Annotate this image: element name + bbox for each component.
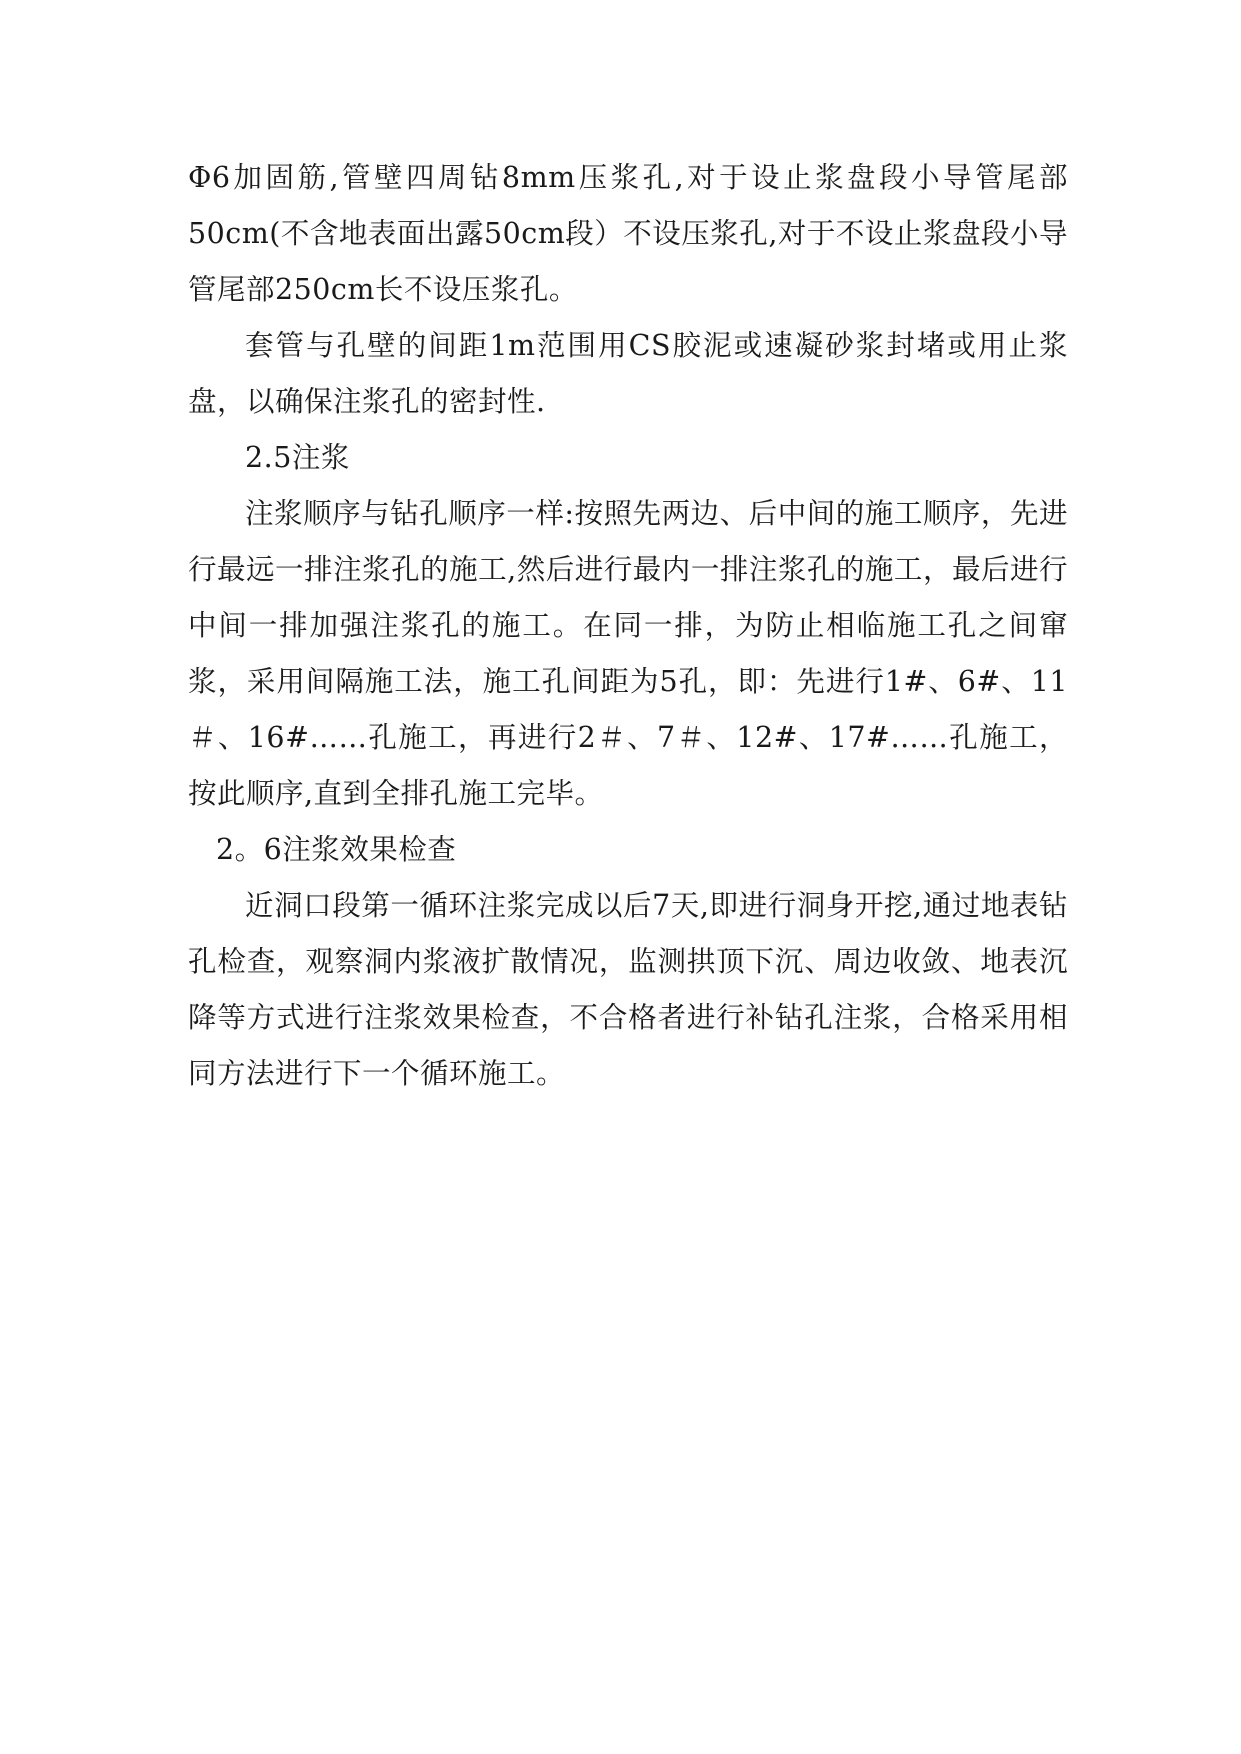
document-body — [188, 150, 1068, 1102]
paragraph-grouting-sequence: 注浆顺序与钻孔顺序一样:按照先两边、后中间的施工顺序，先进行最远一排注浆孔的施工,然后进行最内一排注浆孔的施工，最后进行中间一排加强注浆孔的施工。在同一排，为防止相临施工孔之间窜浆，采用间隔施工法，施工孔间距为5孔，即：先进行1#、6#、11＃、16#……孔施工，再进行2＃、7＃、12#、17#……孔施工，按此顺序,直到全排孔施工完毕。 — [188, 497, 1068, 810]
paragraph-casing-seal: 套管与孔壁的间距1m范围用CS胶泥或速凝砂浆封堵或用止浆盘，以确保注浆孔的密封性. — [188, 329, 1068, 418]
section-heading-2-5: 2.5注浆 — [245, 441, 350, 474]
paragraph-grouting-inspection: 近洞口段第一循环注浆完成以后7天,即进行洞身开挖,通过地表钻孔检查，观察洞内浆液扩散情况，监测拱顶下沉、周边收敛、地表沉降等方式进行注浆效果检查，不合格者进行补钻孔注浆，合格采用相同方法进行下一个循环施工。 — [188, 889, 1068, 1090]
paragraph-pipe-specs: Φ6加固筋,管壁四周钻8mm压浆孔,对于设止浆盘段小导管尾部50cm(不含地表面出露50cm段）不设压浆孔,对于不设止浆盘段小导管尾部250cm长不设压浆孔。 — [188, 161, 1068, 306]
section-heading-2-6: 2。6注浆效果检查 — [216, 833, 457, 866]
